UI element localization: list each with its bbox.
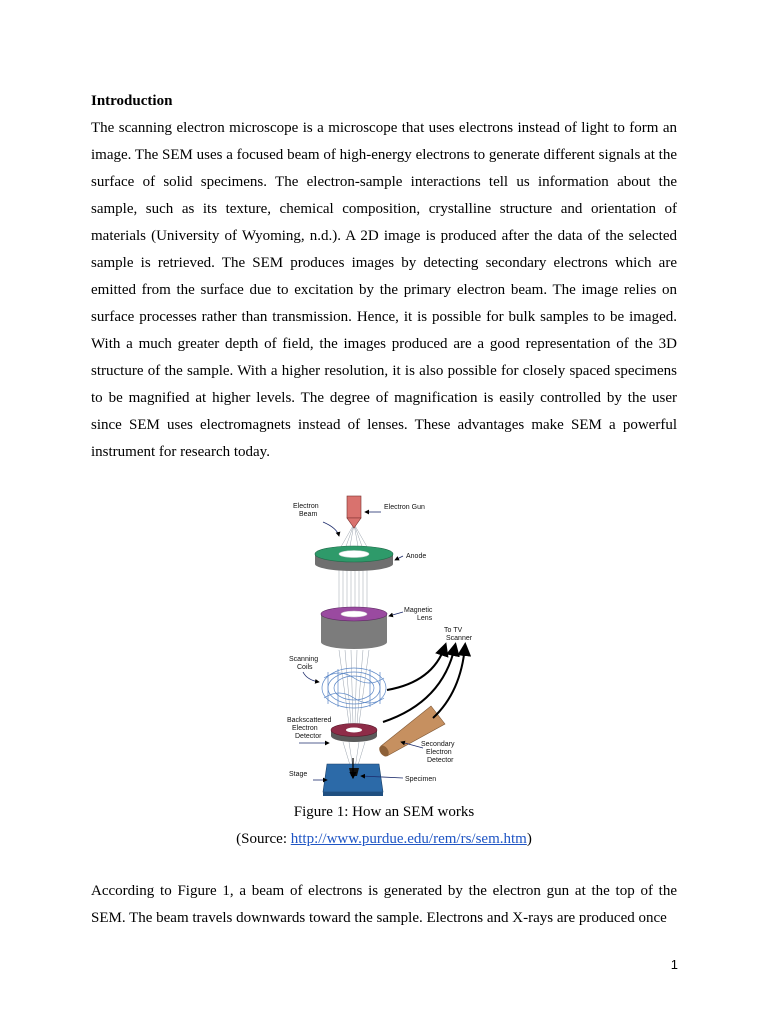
label-electron-gun: Electron Gun (384, 504, 425, 511)
section-heading: Introduction (91, 93, 173, 109)
source-prefix: (Source: (236, 831, 291, 847)
label-tv-scanner: To TV (444, 627, 463, 634)
figure-caption: Figure 1: How an SEM works (293, 804, 475, 820)
label-magnetic-lens-2: Lens (417, 615, 433, 622)
intro-paragraph: The scanning electron microscope is a microscope that uses electrons instead of light to form an image. The SEM uses a focused beam of high-energy electrons to generate different signals at the surface of solid specimens. The electron-sample interactions tell us information about the sample, such as its texture, chemical composition, crystalline structure and orientation of materials (University of Wyoming, n.d.). A 2D image is produced after the data of the selected sample is retrieved. The SEM produces images by detecting secondary electrons which are emitted from the surface due to excitation by the primary electron beam. The image relies on surface processes rather than transmission. Hence, it is possible for bulk samples to be imaged. With a much greater depth of field, the images produced are a good representation of the 3D structure of the sample. With a higher resolution, it is also possible for closely spaced specimens to be magnified at higher levels. The degree of magnification is easily controlled by the user since SEM uses electromagnets instead of lenses. These advantages make SEM a powerful instrument for research today. (91, 120, 677, 460)
label-specimen: Specimen (405, 776, 437, 783)
source-suffix: ) (526, 831, 532, 847)
label-electron-beam: Electron (293, 503, 319, 510)
source-link[interactable]: http://www.purdue.edu/rem/rs/sem.htm (290, 831, 527, 847)
figure-source (0, 831, 768, 848)
label-electron-beam-2: Beam (299, 511, 318, 518)
label-tv-scanner-2: Scanner (446, 635, 473, 642)
electron-gun-icon (347, 496, 361, 528)
page-number: 1 (670, 957, 678, 972)
label-secondary-2: Electron (426, 749, 452, 756)
label-backscattered-2: Electron (292, 725, 318, 732)
scanning-coils-icon (322, 668, 386, 708)
magnetic-lens-icon (321, 607, 387, 649)
label-backscattered: Backscattered (287, 717, 332, 724)
sem-diagram (283, 492, 483, 800)
backscattered-detector-icon (331, 724, 377, 743)
label-magnetic-lens: Magnetic (404, 607, 433, 614)
label-anode: Anode (406, 553, 427, 560)
label-scanning-coils: Scanning (289, 656, 319, 663)
label-secondary-3: Detector (427, 757, 454, 764)
label-secondary: Secondary (421, 741, 455, 748)
label-scanning-coils-2: Coils (297, 664, 313, 671)
label-backscattered-3: Detector (295, 733, 322, 740)
label-stage: Stage (289, 771, 308, 778)
body-paragraph: According to Figure 1, a beam of electrons is generated by the electron gun at the top of the SEM. The beam travels downwards toward the sample. Electrons and X-rays are produced once (91, 883, 677, 926)
anode-icon (315, 546, 393, 571)
